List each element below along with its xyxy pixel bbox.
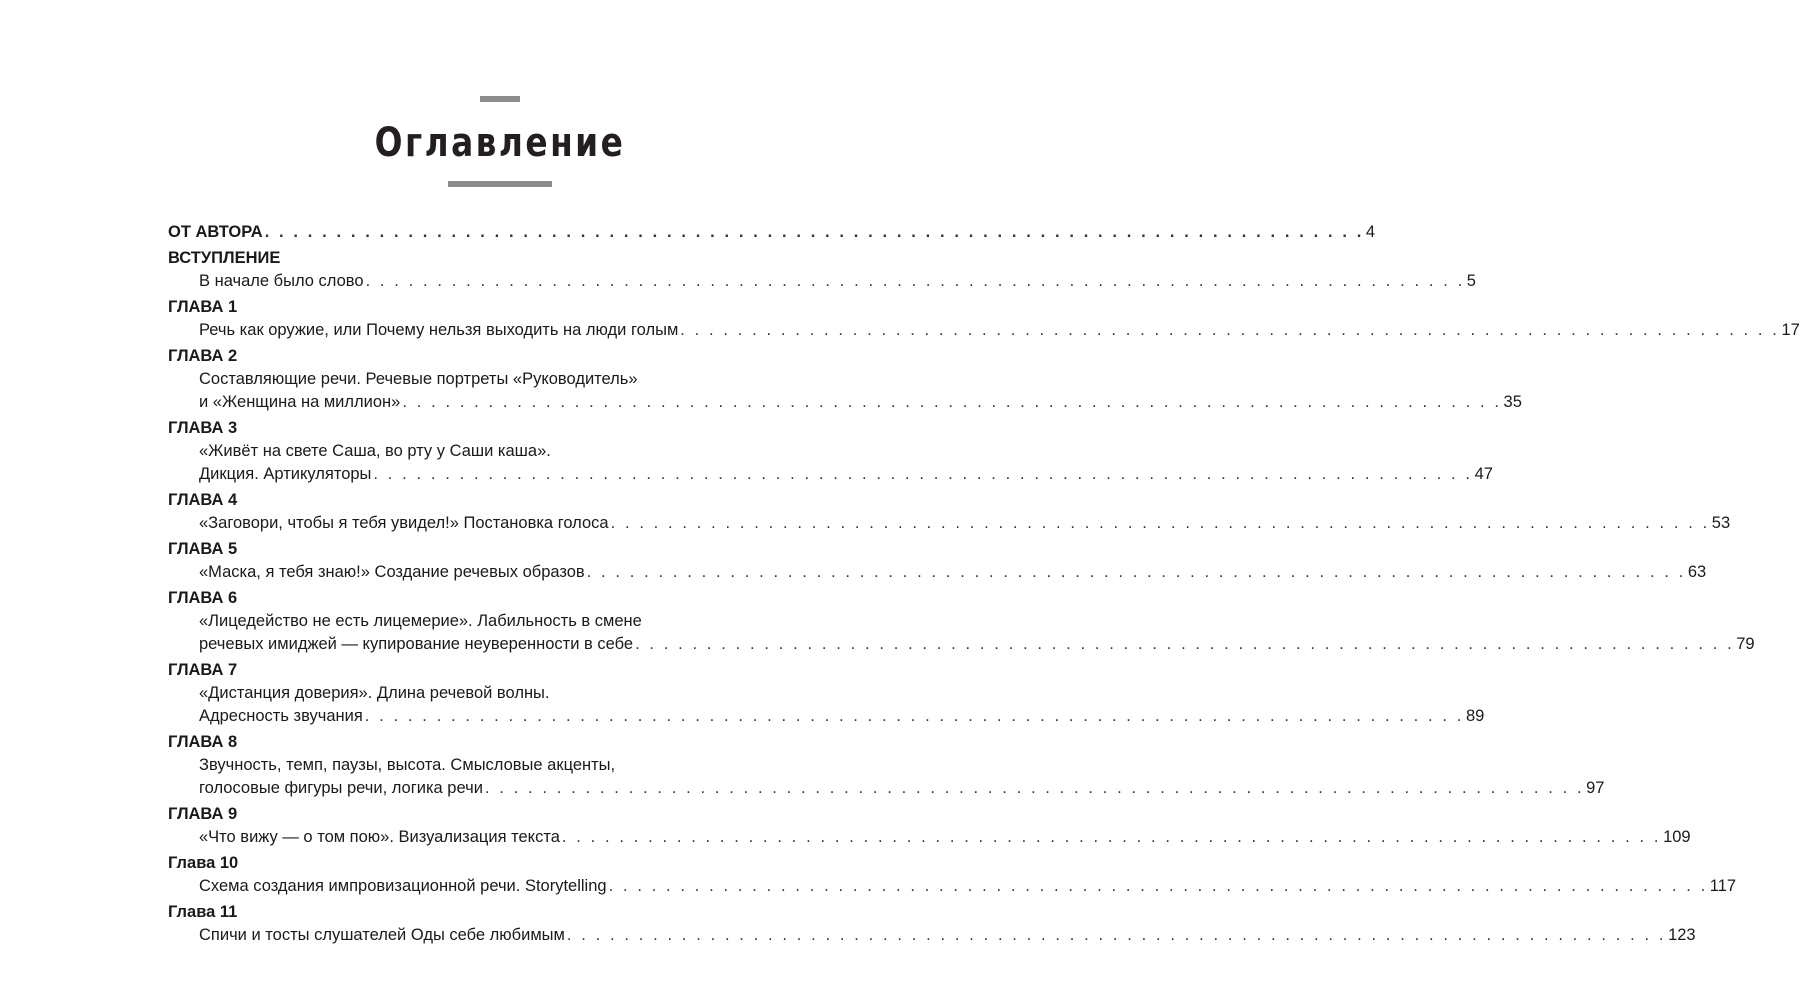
- toc-title-row: [168, 826, 1691, 849]
- toc-heading: ГЛАВА 7: [168, 661, 238, 679]
- toc-heading: ГЛАВА 6: [168, 589, 238, 607]
- toc-title-row: [168, 463, 1493, 486]
- toc-entry: [168, 731, 1605, 800]
- toc-title-line: Составляющие речи. Речевые портреты «Руководитель»: [199, 370, 638, 388]
- toc-title-row: [168, 777, 1605, 800]
- toc-title-line: Дикция. Артикуляторы: [199, 465, 372, 483]
- toc-title-line: речевых имиджей — купирование неуверенности в себе: [199, 635, 634, 653]
- toc-page-number: 35: [1503, 393, 1522, 411]
- toc-page-number: 123: [1668, 926, 1696, 944]
- table-of-contents: [168, 221, 1800, 947]
- toc-title-line: «Заговори, чтобы я тебя увидел!» Постановка голоса: [199, 514, 609, 532]
- dot-leader: . . . . . . . . . . . . . . . . . . . . . . . . . . . . . . . . . . . . . . . . . . . . . . . . . . . . . . . . . . . . . . . . . . . . . . . . . . . . .: [364, 707, 1464, 725]
- toc-heading: ГЛАВА 2: [168, 347, 238, 365]
- toc-title-row: [168, 512, 1731, 535]
- toc-heading: ГЛАВА 9: [168, 805, 238, 823]
- toc-page-number: 53: [1711, 514, 1731, 532]
- toc-entry: [168, 489, 1731, 535]
- toc-heading: Глава 10: [168, 854, 239, 872]
- dot-leader: . . . . . . . . . . . . . . . . . . . . . . . . . . . . . . . . . . . . . . . . . . . . . . . . . . . . . . . . . . . . . . . . . . . . . . . . . . . . .: [484, 779, 1585, 797]
- toc-page-number: 4: [1365, 223, 1376, 241]
- dot-leader: . . . . . . . . . . . . . . . . . . . . . . . . . . . . . . . . . . . . . . . . . . . . . . . . . . . . . . . . . . . . . . . . . . . . . . . . . . . . .: [635, 635, 1735, 653]
- toc-title-line: Спичи и тосты слушателей Оды себе любимым: [199, 926, 565, 944]
- toc-entry: [168, 247, 1476, 293]
- toc-entry: [168, 538, 1707, 584]
- toc-page-number: 17: [1781, 321, 1800, 339]
- title-block: [0, 96, 1000, 187]
- toc-page-number: 5: [1466, 272, 1476, 290]
- toc-title-line: «Лицедейство не есть лицемерие». Лабильность в смене: [199, 612, 642, 630]
- toc-entry: [168, 803, 1691, 849]
- dot-leader: . . . . . . . . . . . . . . . . . . . . . . . . . . . . . . . . . . . . . . . . . . . . . . . . . . . . . . . . . . . . . . . . . . . . . . . . . . . . .: [561, 828, 1662, 846]
- toc-title-row: [168, 319, 1800, 342]
- toc-title-row: [168, 875, 1737, 898]
- toc-heading-row: [168, 221, 1376, 244]
- toc-title-line: Звучность, темп, паузы, высота. Смысловые акценты,: [199, 756, 616, 774]
- dot-leader: . . . . . . . . . . . . . . . . . . . . . . . . . . . . . . . . . . . . . . . . . . . . . . . . . . . . . . . . . . . . . . . . . . . . . . . . . . . . .: [680, 321, 1780, 339]
- toc-title-row: [168, 633, 1755, 656]
- dot-leader: . . . . . . . . . . . . . . . . . . . . . . . . . . . . . . . . . . . . . . . . . . . . . . . . . . . . . . . . . . . . . . . . . . . . . . . . . . . . .: [264, 223, 1364, 241]
- dot-leader: . . . . . . . . . . . . . . . . . . . . . . . . . . . . . . . . . . . . . . . . . . . . . . . . . . . . . . . . . . . . . . . . . . . . . . . . . . . . .: [373, 465, 1473, 483]
- dot-leader: . . . . . . . . . . . . . . . . . . . . . . . . . . . . . . . . . . . . . . . . . . . . . . . . . . . . . . . . . . . . . . . . . . . . . . . . . . . . .: [402, 393, 1502, 411]
- toc-heading: ВСТУПЛЕНИЕ: [168, 249, 281, 267]
- toc-title-row: [168, 270, 1476, 293]
- dot-leader: . . . . . . . . . . . . . . . . . . . . . . . . . . . . . . . . . . . . . . . . . . . . . . . . . . . . . . . . . . . . . . . . . . . . . . . . . . . . .: [566, 926, 1667, 944]
- toc-title-line: голосовые фигуры речи, логика речи: [199, 779, 483, 797]
- toc-heading: ГЛАВА 8: [168, 733, 238, 751]
- dot-leader: . . . . . . . . . . . . . . . . . . . . . . . . . . . . . . . . . . . . . . . . . . . . . . . . . . . . . . . . . . . . . . . . . . . . . . . . . . . . .: [586, 563, 1686, 581]
- toc-page-number: 47: [1474, 465, 1493, 483]
- toc-page-number: 79: [1736, 635, 1755, 653]
- toc-title-row: [168, 924, 1696, 947]
- dot-leader: . . . . . . . . . . . . . . . . . . . . . . . . . . . . . . . . . . . . . . . . . . . . . . . . . . . . . . . . . . . . . . . . . . . . . . . . . . . . .: [365, 272, 1465, 290]
- toc-heading: Глава 11: [168, 903, 238, 921]
- toc-title-line: «Живёт на свете Саша, во рту у Саши каша».: [199, 442, 551, 460]
- dot-leader: . . . . . . . . . . . . . . . . . . . . . . . . . . . . . . . . . . . . . . . . . . . . . . . . . . . . . . . . . . . . . . . . . . . . . . . . . . . . .: [608, 877, 1708, 895]
- toc-title-row: [168, 705, 1485, 728]
- toc-entry: [168, 296, 1800, 342]
- toc-page-number: 89: [1465, 707, 1485, 725]
- toc-title-line: Речь как оружие, или Почему нельзя выходить на люди голым: [199, 321, 679, 339]
- dot-leader: . . . . . . . . . . . . . . . . . . . . . . . . . . . . . . . . . . . . . . . . . . . . . . . . . . . . . . . . . . . . . . . . . . . . . . . . . . . . .: [610, 514, 1710, 532]
- toc-page-number: 63: [1687, 563, 1707, 581]
- toc-page-number: 117: [1709, 877, 1737, 895]
- toc-heading: ГЛАВА 3: [168, 419, 238, 437]
- toc-entry: [168, 659, 1485, 728]
- toc-title-row: [168, 561, 1707, 584]
- toc-page-number: 109: [1663, 828, 1691, 846]
- toc-title-line: и «Женщина на миллион»: [199, 393, 401, 411]
- toc-entry: [168, 345, 1522, 414]
- toc-title-line: «Маска, я тебя знаю!» Создание речевых образов: [199, 563, 585, 581]
- title-decor-bar-bottom: [448, 181, 552, 187]
- toc-page-number: 97: [1586, 779, 1605, 797]
- toc-title-line: Схема создания импровизационной речи. Storytelling: [199, 877, 607, 895]
- toc-heading: ГЛАВА 1: [168, 298, 238, 316]
- toc-heading: ГЛАВА 5: [168, 540, 238, 558]
- toc-entry: [168, 417, 1493, 486]
- toc-title-line: Адресность звучания: [199, 707, 363, 725]
- toc-entry: [168, 901, 1696, 947]
- toc-entry: [168, 852, 1737, 898]
- toc-title-line: В начале было слово: [199, 272, 364, 290]
- toc-title-line: «Что вижу — о том пою». Визуализация текста: [199, 828, 560, 846]
- title-decor-bar-top: [480, 96, 520, 102]
- page-title: Оглавление: [374, 120, 626, 166]
- toc-heading: ОТ АВТОРА: [168, 223, 263, 241]
- toc-heading: ГЛАВА 4: [168, 491, 238, 509]
- toc-title-row: [168, 391, 1522, 414]
- toc-title-line: «Дистанция доверия». Длина речевой волны.: [199, 684, 550, 702]
- toc-entry: [168, 221, 1376, 244]
- toc-entry: [168, 587, 1755, 656]
